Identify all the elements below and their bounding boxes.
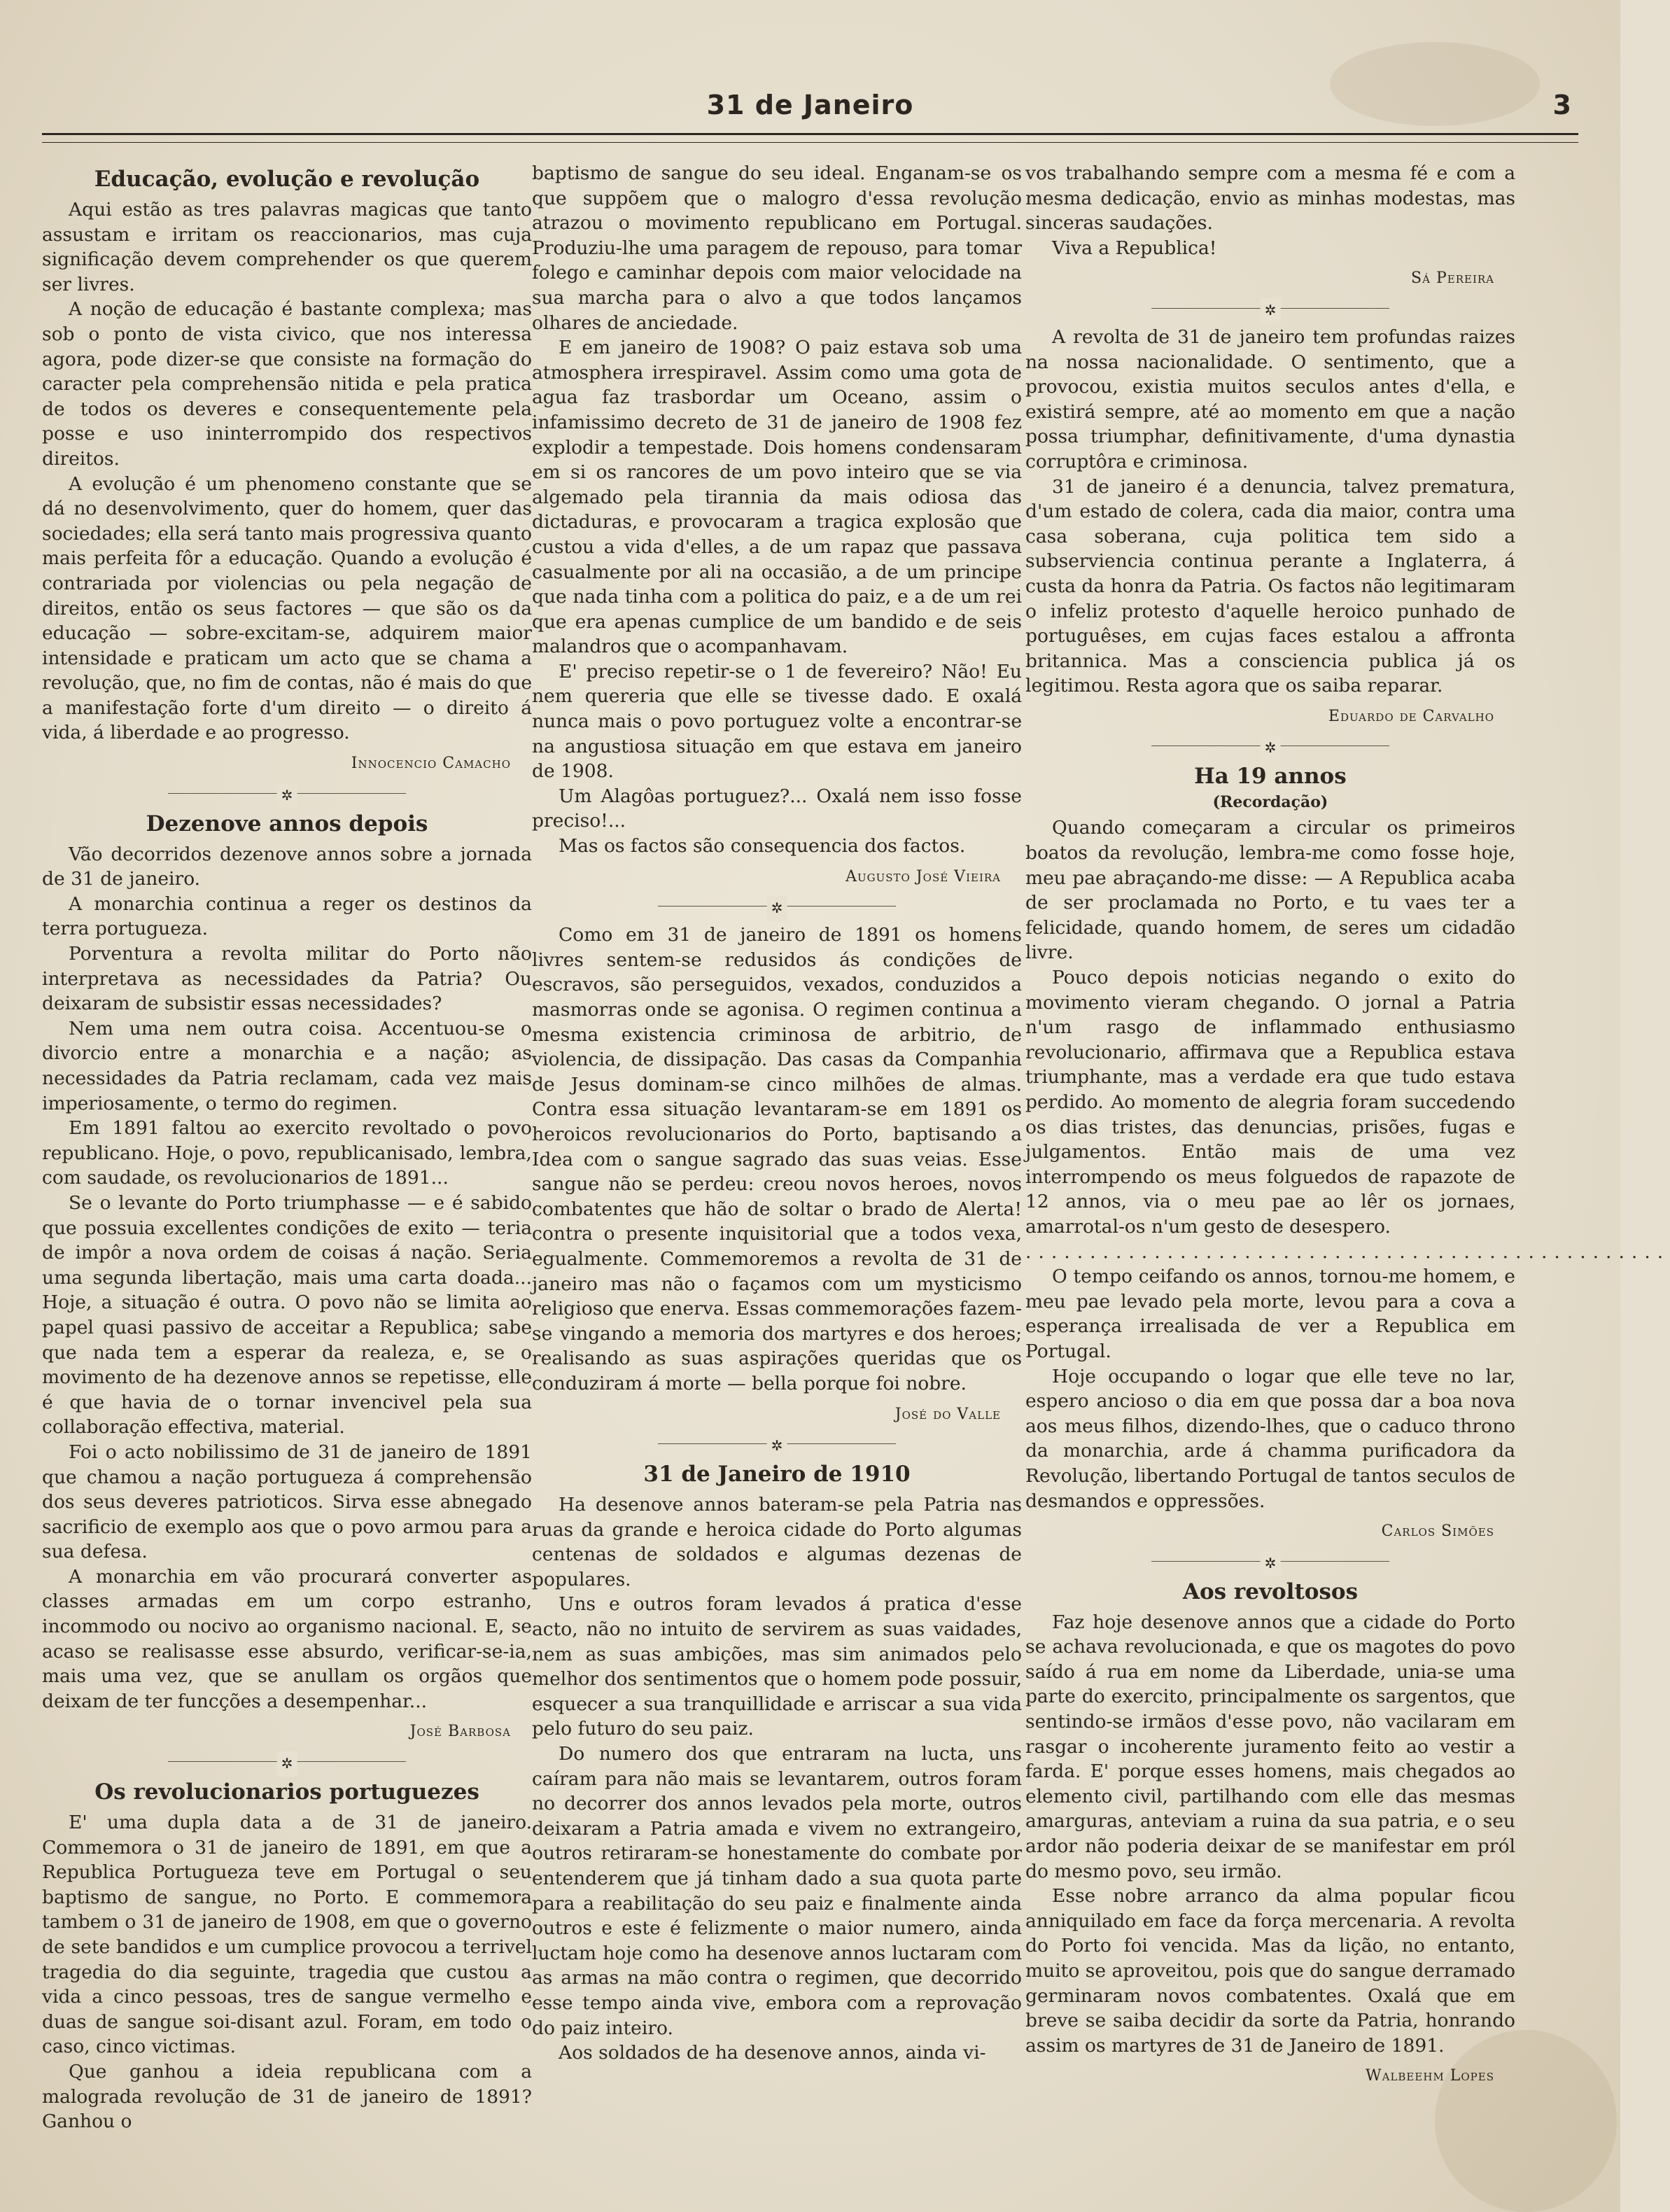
separator: ✲ (1025, 734, 1515, 758)
paragraph: baptismo de sangue do seu ideal. Enganam-se os que suppõem que o malogro d'essa revolução atrazou o movimento republicano em Portugal. Produziu-lhe uma paragem de repouso, para tomar folego e caminhar depois com maior velocidade na sua marcha para o alvo a que todos lançamos olhares de anciedade. (532, 162, 1022, 334)
article-title: 31 de Janeiro de 1910 (643, 1462, 911, 1488)
article-title: Aos revoltosos (1182, 1578, 1359, 1604)
dotted-divider: .................................................. (1025, 1240, 1670, 1263)
article-author: Carlos Simões (1381, 1522, 1494, 1541)
newspaper-title: 31 de Janeiro (706, 90, 914, 120)
article-author: Augusto José Vieira (845, 867, 1001, 886)
page-header (42, 90, 1578, 132)
separator: ✲ (1025, 297, 1515, 321)
article-author: Innocencio Camacho (351, 755, 511, 773)
paragraph: Ha desenove annos bateram-se pela Patria nas ruas da grande e heroica cidade do Porto algumas centenas de soldados e algumas dezenas de populares. (532, 1494, 1022, 1590)
paragraph: A noção de educação é bastante complexa; mas sob o ponto de vista civico, que nos interessa agora, pode dizer-se que consiste na formação do caracter pela comprehensão nitida e pela pratica de todos os deveres e consequentemente pela posse e uso ininterrompido dos respectivos direitos. (42, 298, 532, 470)
paragraph: Foi o acto nobilissimo de 31 de janeiro de 1891 que chamou a nação portugueza á comprehensão dos seus deveres patrioticos. Sirva esse abnegado sacrificio de exemplo aos que o povo armou para a sua defesa. (42, 1441, 532, 1563)
article-author: José do Valle (894, 1405, 1001, 1423)
article-title: Ha 19 annos (1194, 764, 1347, 790)
article-subtitle: (Recordação) (1212, 793, 1328, 812)
paragraph: E' preciso repetir-se o 1 de fevereiro? Não! Eu nem quereria que elle se tivesse dado. E oxalá nunca mais o povo portuguez volte a encontrar-se na angustiosa situação em que estava em janeiro de 1908. (532, 660, 1022, 783)
paragraph: E' uma dupla data a de 31 de janeiro. Commemora o 31 de janeiro de 1891, em que a Republica Portugueza teve em Portugal o seu baptismo de sangue, no Porto. E commemora tambem o 31 de janeiro de 1908, em que o governo de sete bandidos e um cumplice provocou a terrivel tragedia do dia seguinte, tragedia que custou a vida a cinco pessoas, tres de sangue vermelho e duas de sangue soi-disant azul. Foram, em todo o caso, cinco victimas. (42, 1812, 532, 2058)
separator: ✲ (532, 1432, 1022, 1456)
paragraph: Aqui estão as tres palavras magicas que tanto assustam e irritam os reaccionarios, mas cuja significação devem comprehender os que querem ser livres. (42, 199, 532, 295)
separator: ✲ (1025, 1550, 1515, 1574)
column-3 (1025, 161, 1670, 2094)
paragraph: A revolta de 31 de janeiro tem profundas raizes na nossa nacionalidade. O sentimento, que a provocou, existia muitos seculos antes d'ella, e existirá sempre, até ao momento em que a nação possa triumphar, definitivamente, d'uma dynastia corruptôra e criminosa. (1025, 326, 1515, 472)
paragraph: Mas os factos são consequencia dos factos. (559, 835, 966, 858)
separator: ✲ (42, 1750, 532, 1774)
article-author: Sá Pereira (1411, 270, 1494, 288)
article-author: Walbeehm Lopes (1366, 2067, 1494, 2085)
paragraph: Pouco depois noticias negando o exito do movimento vieram chegando. O jornal a Patria n'um rasgo de inflammado enthusiasmo revolucionario, affirmava que a Republica estava triumphante, mas a verdade era que tudo estava perdido. Ao momento de alegria foram succedendo os dias tristes, das denuncias, prisões, fugas e julgamentos. Então mais de uma vez interrompendo os meus folguedos de rapazote de 12 annos, via o meu pae ao lêr os jornaes, amarrotal-os n'um gesto de desespero. (1025, 967, 1515, 1238)
paragraph: Uns e outros foram levados á pratica d'esse acto, não no intuito de servirem as suas vaidades, nem as suas ambições, mas sim animados pelo melhor dos sentimentos que o homem pode possuir, esquecer a sua tranquillidade e arriscar a sua vida pelo futuro do seu paiz. (532, 1593, 1022, 1740)
paragraph: E em janeiro de 1908? O paiz estava sob uma atmosphera irrespiravel. Assim como uma gota de agua faz trasbordar um Oceano, assim o infamissimo decreto de 31 de janeiro de 1908 fez explodir a tempestade. Dois homens condensaram em si os rancores de um povo inteiro que se via algemado pela tirannia da mais odiosa das dictaduras, e provocaram a tragica explosão que custou a vida d'elles, a de um rapaz que passava casualmente por ali na occasião, a de um principe que nada tinha com a politica do paiz, e a de um rei que era apenas cumplice de um bandido e de seis malandros que o acompanhavam. (532, 337, 1022, 658)
paragraph: Aos soldados de ha desenove annos, ainda vi- (559, 2042, 986, 2064)
paragraph: O tempo ceifando os annos, tornou-me homem, e meu pae levado pela morte, levou para a cova a esperança irrealisada de ver a Republica em Portugal. (1025, 1266, 1515, 1362)
paragraph: Viva a Republica! (1052, 237, 1217, 259)
paragraph: Do numero dos que entraram na lucta, uns caíram para não mais se levantarem, outros foram no decorrer dos annos levados pela morte, outros deixaram a Patria amada e vivem no extrangeiro, outros retiraram-se honestamente do combate por entenderem que já tinham dado a sua quota parte para a reabilitação do seu paiz e finalmente ainda outros e este é felizmente o maior numero, ainda luctam hoje como ha desenove annos luctaram com as armas na mão contra o regimen, que decorrido esse tempo ainda vive, embora com a reprovação do paiz inteiro. (532, 1743, 1022, 2039)
paragraph: A monarchia em vão procurará converter as classes armadas em um corpo estranho, incommodo ou nocivo ao organismo nacional. E, se acaso se realisasse esse absurdo, verificar-se-ia, mais uma vez, que se anullam os orgãos que deixam de ter funcções a desempenhar... (42, 1565, 532, 1712)
paragraph: vos trabalhando sempre com a mesma fé e com a mesma dedicação, envio as minhas modestas, mas sinceras saudações. (1025, 162, 1515, 234)
header-rule (42, 133, 1578, 143)
separator: ✲ (532, 895, 1022, 918)
paragraph: Hoje occupando o logar que elle teve no lar, espero ancioso o dia em que possa dar a boa nova aos meus filhos, dizendo-lhes, que o caduco throno da monarchia, arde á chamma purificadora da Revolução, libertando Portugal de tantos seculos de desmandos e oppressões. (1025, 1365, 1515, 1512)
column-1 (42, 161, 532, 2134)
paragraph: A evolução é um phenomeno constante que se dá no desenvolvimento, quer do homem, quer das sociedades; ella será tanto mais progressiva quanto mais perfeita fôr a educação. Quando a evolução é contrariada por violencias ou pela negação de direitos, então os seus factores — que são os da educação — sobre-excitam-se, adquirem maior intensidade e praticam um acto que se chama a revolução, que, no fim de contas, não é mais do que a manifestação forte d'um direito — o direito á vida, á liberdade e ao progresso. (42, 472, 532, 744)
paragraph: Que ganhou a ideia republicana com a malograda revolução de 31 de janeiro de 1891? Ganhou o (42, 2060, 532, 2133)
paragraph: Em 1891 faltou ao exercito revoltado o povo republicano. Hoje, o povo, republicanisado, lembra, com saudade, os revolucionarios de 1891... (42, 1117, 532, 1189)
paragraph: Porventura a revolta militar do Porto não interpretava as necessidades da Patria? Ou deixaram de subsistir essas necessidades? (42, 943, 532, 1015)
paragraph: Esse nobre arranco da alma popular ficou anniquilado em face da força mercenaria. A revolta do Porto foi vencida. Mas da lição, no entanto, muito se aproveitou, pois que do sangue derramado germinaram novos combatentes. Oxalá que em breve se saiba decidir da sorte da Patria, honrando assim os martyres de 31 de Janeiro de 1891. (1025, 1885, 1515, 2057)
article-title: Dezenove annos depois (146, 811, 428, 836)
article-author: José Barbosa (409, 1723, 511, 1741)
paragraph: Quando começaram a circular os primeiros boatos da revolução, lembra-me como fosse hoje, meu pae abraçando-me disse: — A Republica acaba de ser proclamada no Porto, e tu vaes ter a felicidade, quando homem, de seres um cidadão livre. (1025, 817, 1515, 964)
article-title: Educação, evolução e revolução (94, 167, 480, 192)
article-title: Os revolucionarios portuguezes (94, 1779, 479, 1805)
paragraph: 31 de janeiro é a denuncia, talvez prematura, d'um estado de colera, cada dia maior, contra uma casa soberana, cuja politica tem sido a subserviencia continua perante a Inglaterra, á custa da honra da Patria. Os factos não legitimaram o infeliz protesto d'aquelle heroico punhado de portuguêses, em cujas faces estalou a affronta britannica. Mas a consciencia publica já os legitimou. Resta agora que os saiba reparar. (1025, 475, 1515, 697)
paragraph: Nem uma nem outra coisa. Accentuou-se o divorcio entre a monarchia e a nação; as necessidades da Patria reclamam, cada vez mais imperiosamente, o termo do regimen. (42, 1017, 532, 1114)
separator: ✲ (42, 782, 532, 806)
paragraph: Se o levante do Porto triumphasse — e é sabido que possuia excellentes condições de exito — teria de impôr a nova ordem de coisas á nação. Seria uma segunda libertação, mais uma carta doada... Hoje, a situação é outra. O povo não se limita ao papel quasi passivo de acceitar a Republica; sabe que nada tem a esperar da realeza, e, se o movimento de ha dezenove annos se repetisse, elle é que havia de o tornar invencivel pela sua collaboração effectiva, material. (42, 1191, 532, 1438)
column-2 (532, 161, 1022, 2066)
paragraph: Um Alagôas portuguez?... Oxalá nem isso fosse preciso!... (532, 785, 1022, 832)
article-author: Eduardo de Carvalho (1328, 707, 1494, 725)
paragraph: Faz hoje desenove annos que a cidade do Porto se achava revolucionada, e que os magotes do povo saído á rua em nome da Liberdade, unia-se uma parte do exercito, principalmente os sargentos, que sentindo-se irmãos d'esse povo, não vacilaram em rasgar o incoherente juramento feito ao vestir a farda. E' porque esses homens, mais chegados ao elemento civil, partilhando com elle das mesmas amarguras, anteviam a ruina da sua patria, e o seu ardor não poderia deixar de se manifestar em pról do mesmo povo, seu irmão. (1025, 1611, 1515, 1882)
paragraph: A monarchia continua a reger os destinos da terra portugueza. (42, 892, 532, 940)
paragraph: Vão decorridos dezenove annos sobre a jornada de 31 de janeiro. (42, 843, 532, 890)
paragraph: Como em 31 de janeiro de 1891 os homens livres sentem-se redusidos ás condições de escravos, são perseguidos, vexados, conduzidos a masmorras onde se agonisa. O regimen continua a mesma existencia criminosa de arbitrio, de violencia, de dissipação. Das casas da Companhia de Jesus dominam-se cinco milhões de almas. Contra essa situação levantaram-se em 1891 os heroicos revolucionarios do Porto, baptisando a Idea com o sangue sagrado das suas veias. Esse sangue não se perdeu: creou novos heroes, novos combatentes que hão de soltar o brado de Alerta! contra o presente inquisitorial que a todos vexa, egualmente. Commemoremos a revolta de 31 de janeiro mas não o façamos com um mysticismo religioso que enerva. Essas commemorações fazem-se vingando a memoria dos martyres e dos heroes; realisando as suas aspirações queridas que os conduziram á morte — bella porque foi nobre. (532, 924, 1023, 1394)
page-number: 3 (1552, 90, 1571, 120)
